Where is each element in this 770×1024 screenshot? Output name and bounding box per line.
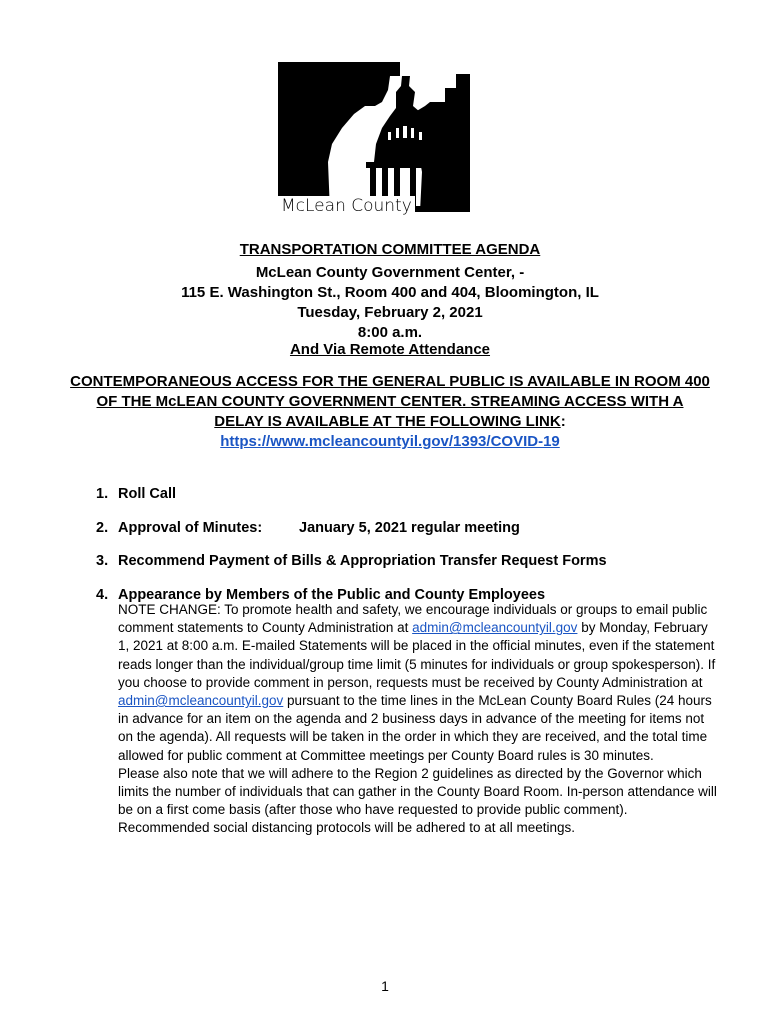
note-change-paragraph: NOTE CHANGE: To promote health and safety, we encourage individuals or groups to email public comment statements to County Administration at admin@mcleancountyil.gov by Monday, February 1, 2021 at 8:00 a.m. E-mailed Statements will be placed in the official minutes, even if the statement reads longer than the individual/group time limit (5 minutes for individuals or group spokesperson). If you choose to provide comment in person, requests must be received by County Administration at admin@mcleancountyil.gov pursuant to the time lines in the McLean County Board Rules (24 hours in advance for an item on the agenda and 2 business days in advance of the meeting for items not on the agenda). All requests will be taken in the order in which they are received, and the total time allowed for public comment at Committee meetings per County Board rules is 30 minutes. <box>118 602 716 763</box>
region-guidelines-paragraph: Please also note that we will adhere to the Region 2 guidelines as directed by the Governor which limits the number of individuals that can gather in the County Board Room. In-person attendance will be on a first come basis (after those who have requested to provide public comment). Recommended social distancing protocols will be adhered to at all meetings. <box>118 765 717 836</box>
county-logo <box>270 62 470 222</box>
public-comment-text <box>118 601 718 838</box>
agenda-title: TRANSPORTATION COMMITTEE AGENDA <box>239 241 541 258</box>
location: McLean County Government Center, - <box>255 264 525 281</box>
agenda-item-public-appearance: 4. Appearance by Members of the Public and County Employees <box>96 587 546 603</box>
page-number: 1 <box>381 978 389 994</box>
logo-text: McLean County <box>278 196 415 216</box>
minutes-date: January 5, 2021 regular meeting <box>299 520 520 536</box>
meeting-date: Tuesday, February 2, 2021 <box>297 304 483 321</box>
agenda-item-minutes: 2. Approval of Minutes: January 5, 2021 regular meeting <box>96 520 520 536</box>
covid-link[interactable]: https://www.mcleancountyil.gov/1393/COVID-19 <box>220 433 560 450</box>
remote-attendance: And Via Remote Attendance <box>289 341 491 358</box>
agenda-item-bills: 3. Recommend Payment of Bills & Appropriation Transfer Request Forms <box>96 553 607 569</box>
notice-text: CONTEMPORANEOUS ACCESS FOR THE GENERAL PUBLIC IS AVAILABLE IN ROOM 400 OF THE McLEAN COUNTY GOVERNMENT CENTER. STREAMING ACCESS WITH A DELAY IS AVAILABLE AT THE FOLLOWING LINK <box>70 373 710 430</box>
admin-email-link-2[interactable]: admin@mcleancountyil.gov <box>118 693 284 709</box>
admin-email-link[interactable]: admin@mcleancountyil.gov <box>412 620 578 636</box>
address: 115 E. Washington St., Room 400 and 404, Bloomington, IL <box>181 284 599 301</box>
meeting-time: 8:00 a.m. <box>357 324 423 341</box>
public-access-notice: CONTEMPORANEOUS ACCESS FOR THE GENERAL PUBLIC IS AVAILABLE IN ROOM 400 OF THE McLEAN COUNTY GOVERNMENT CENTER. STREAMING ACCESS WITH A DELAY IS AVAILABLE AT THE FOLLOWING LINK: https://www.mcleancountyil.gov/1393/COVID-19 <box>70 373 710 450</box>
agenda-item-roll-call: 1. Roll Call <box>96 486 177 502</box>
